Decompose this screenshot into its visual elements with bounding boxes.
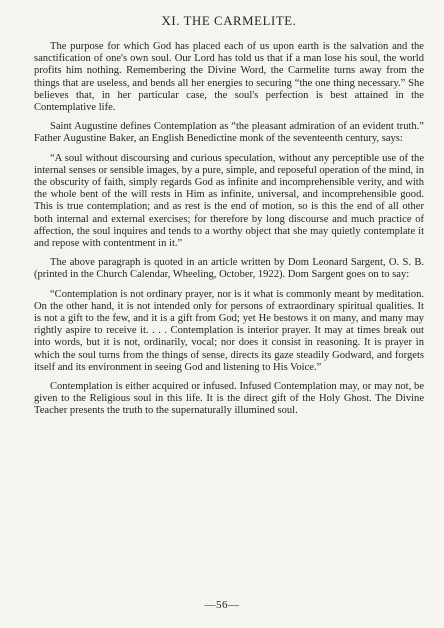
paragraph-sargent-intro: The above paragraph is quoted in an article written by Dom Leonard Sargent, O. S. B. (printed in the Church Calendar, Wheeling, October, 1922). Dom Sargent goes on to say: — [34, 257, 424, 281]
page-number: —56— — [204, 599, 240, 611]
chapter-title: XI. THE CARMELITE. — [161, 14, 297, 28]
paragraph-acquired-infused: Contemplation is either acquired or infused. Infused Contemplation may, or may not, be given to the Religious soul in this life. It is the direct gift of the Holy Ghost. The Divine Teacher presents the truth to the supernaturally illumined soul. — [34, 381, 424, 417]
paragraph-purpose: The purpose for which God has placed each of us upon earth is the salvation and the sanctification of one's own soul. Our Lord has told us that if a man lose his soul, the world profits him nothing. Remembering the Divine Word, the Carmelite turns away from the things that are useless, and bends all her energies to securing “the one thing necessary.” She believes that, in her particular case, the soul's perfection is best attained in the Contemplative life. — [34, 41, 424, 114]
paragraph-baker-quote: “A soul without discoursing and curious speculation, without any perceptible use of the internal senses or sensible images, by a pure, simple, and reposeful operation of the mind, in the obscurity of faith, simply regards God as infinite and incomprehensible verity, and with the whole bent of the will rests in Him as infinite, universal, and incomprehensible good. This is true contemplation; and as rest is the end of motion, so is this the end of all other both internal and external exercises; for therefore by long discourse and much practice of affection, the soul inquires and tends to a worthy object that she may quietly contemplate it and repose with contentment in it.” — [34, 152, 424, 250]
paragraph-sargent-quote: “Contemplation is not ordinary prayer, nor is it what is commonly meant by meditation. On the other hand, it is not intended only for persons of extraordinary spiritual qualities. It is not a gift to the few, and it is a gift from God; yet He bestows it on many, and many may rightly aspire to receive it. . . . Contemplation is interior prayer. It may at times break out into words, but it is not, ordinarily, vocal; nor does it consist in reasoning. It is prayer in which the soul turns from the things of sense, directs its gaze steadily Godward, and forgets itself and its environment in seeing God and listening to His Voice.” — [34, 288, 424, 373]
paragraph-augustine: Saint Augustine defines Contemplation as “the pleasant admiration of an evident truth.” Father Augustine Baker, an English Benedictine monk of the seventeenth century, says: — [34, 121, 424, 145]
